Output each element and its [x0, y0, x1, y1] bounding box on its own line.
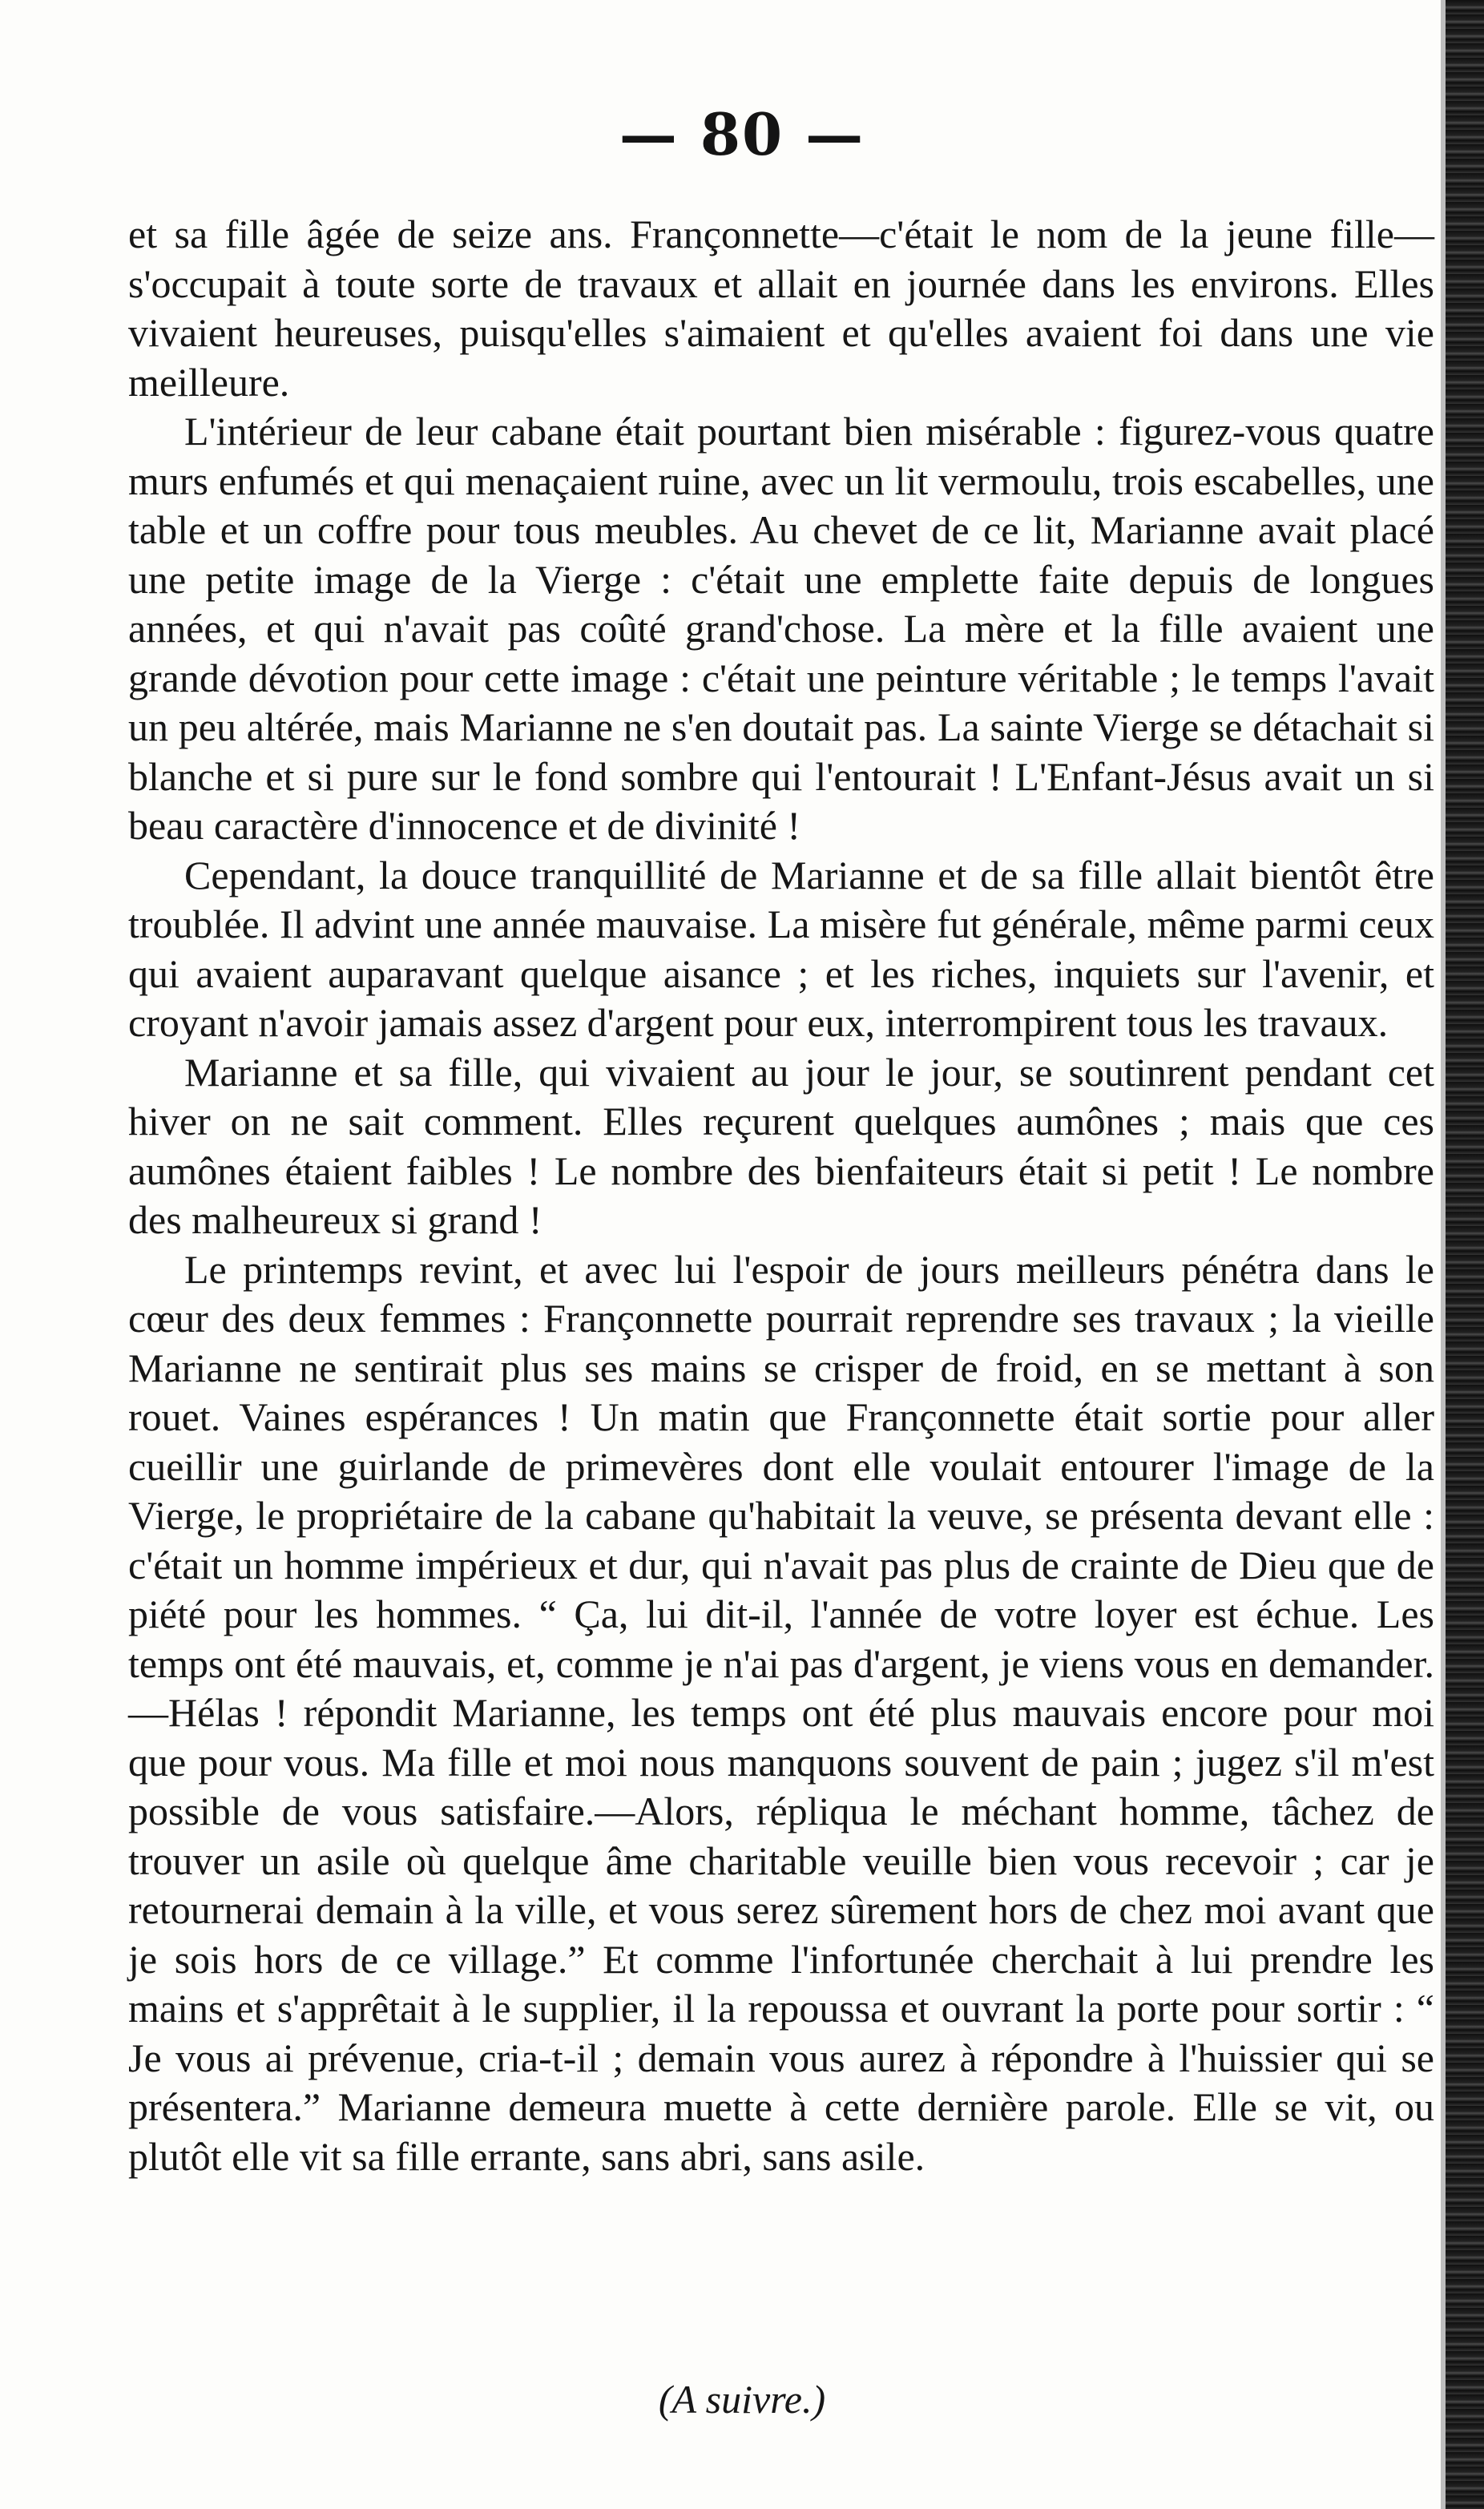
paragraph-4: Marianne et sa fille, qui vivaient au jour le jour, se soutinrent pendant cet hiver on ne sait comment. Elles reçurent quelques aumônes ; mais que ces aumônes étaient faibles ! Le nombre des bienfaiteurs était si petit ! Le nombre des malheureux si grand !: [128, 1049, 1434, 1242]
paragraph-1: et sa fille âgée de seize ans. Françonnette—c'était le nom de la jeune fille—s'occupait à toute sorte de travaux et allait en journée dans les environs. Elles vivaient heureuses, puisqu'elles s'aimaient et qu'elles avaient foi dans une vie meilleure.: [128, 212, 1434, 405]
body-text: [128, 210, 1434, 2181]
paragraph-3: Cependant, la douce tranquillité de Marianne et de sa fille allait bientôt être troublée. Il advint une année mauvaise. La misère fut générale, même parmi ceux qui avaient auparavant quelque aisance ; et les riches, inquiets sur l'avenir, et croyant n'avoir jamais assez d'argent pour eux, interrompirent tous les travaux.: [128, 852, 1434, 1045]
paragraph-2: L'intérieur de leur cabane était pourtant bien misérable : figurez-vous quatre murs enfumés et qui menaçaient ruine, avec un lit vermoulu, trois escabelles, une table et un coffre pour tous meubles. Au chevet de ce lit, Marianne avait placé une petite image de la Vierge : c'était une emplette faite depuis de longues années, et qui n'avait pas coûté grand'chose. La mère et la fille avaient une grande dévotion pour cette image : c'était une peinture véritable ; le temps l'avait un peu altérée, mais Marianne ne s'en doutait pas. La sainte Vierge se détachait si blanche et si pure sur le fond sombre qui l'entourait ! L'Enfant-Jésus avait un si beau caractère d'innocence et de divinité !: [128, 409, 1434, 848]
to-be-continued: (A suivre.): [658, 2377, 826, 2422]
paragraph-5: Le printemps revint, et avec lui l'espoir de jours meilleurs pénétra dans le cœur des deux femmes : Françonnette pourrait reprendre ses travaux ; la vieille Marianne ne sentirait plus ses mains se crisper de froid, en se mettant à son rouet. Vaines espérances ! Un matin que Françonnette était sortie pour aller cueillir une guirlande de primevères dont elle voulait entourer l'image de la Vierge, le propriétaire de la cabane qu'habitait la veuve, se présenta devant elle : c'était un homme impérieux et dur, qui n'avait pas plus de crainte de Dieu que de piété pour les hommes. “ Ça, lui dit-il, l'année de votre loyer est échue. Les temps ont été mauvais, et, comme je n'ai pas d'argent, je viens vous en demander.—Hélas ! répondit Marianne, les temps ont été plus mauvais encore pour moi que pour vous. Ma fille et moi nous manquons souvent de pain ; jugez s'il m'est possible de vous satisfaire.—Alors, répliqua le méchant homme, tâchez de trouver un asile où quelque âme charitable veuille bien vous recevoir ; car je retournerai demain à la ville, et vous serez sûrement hors de chez moi avant que je sois hors de ce village.” Et comme l'infortunée cherchait à lui prendre les mains et s'apprêtait à le supplier, il la repoussa et ouvrant la porte pour sortir : “ Je vous ai prévenue, cria-t-il ; demain vous aurez à répondre à l'huissier qui se présentera.” Marianne demeura muette à cette dernière parole. Elle se vit, ou plutôt elle vit sa fille errante, sans abri, sans asile.: [128, 1246, 1434, 2179]
page-number: — 80 —: [619, 100, 865, 168]
page-edge-binding: [1446, 0, 1484, 2509]
